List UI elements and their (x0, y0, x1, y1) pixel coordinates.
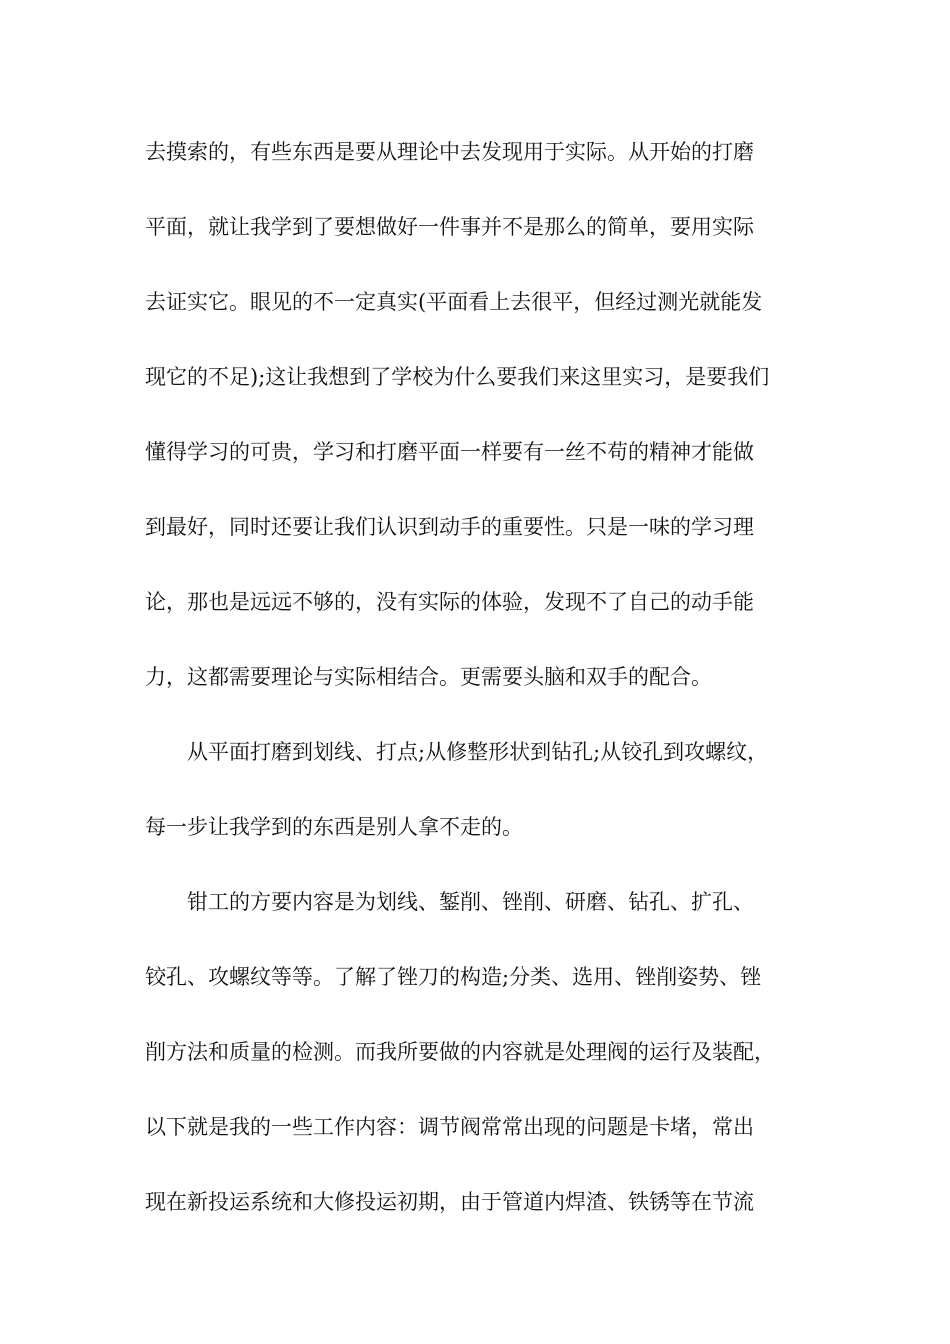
paragraph-first-line: 从平面打磨到划线、打点;从修整形状到钻孔;从铰孔到攻螺纹， (187, 740, 769, 764)
text-line: 力，这都需要理论与实际相结合。更需要头脑和双手的配合。 (145, 665, 712, 689)
text-line: 每一步让我学到的东西是别人拿不走的。 (145, 815, 523, 839)
paragraph-first-line: 钳工的方要内容是为划线、錾削、锉削、研磨、钻孔、扩孔、 (187, 890, 754, 914)
text-line: 削方法和质量的检测。而我所要做的内容就是处理阀的运行及装配， (145, 1040, 775, 1064)
text-line: 去摸索的，有些东西是要从理论中去发现用于实际。从开始的打磨 (145, 140, 754, 164)
text-line: 平面，就让我学到了要想做好一件事并不是那么的简单，要用实际 (145, 215, 754, 239)
text-line: 去证实它。眼见的不一定真实(平面看上去很平，但经过测光就能发 (145, 290, 763, 314)
body-text (145, 132, 835, 1257)
text-line: 懂得学习的可贵，学习和打磨平面一样要有一丝不苟的精神才能做 (145, 440, 754, 464)
text-line: 现它的不足);这让我想到了学校为什么要我们来这里实习，是要我们 (145, 365, 770, 389)
text-line: 到最好，同时还要让我们认识到动手的重要性。只是一味的学习理 (145, 515, 754, 539)
text-line: 以下就是我的一些工作内容：调节阀常常出现的问题是卡堵，常出 (145, 1115, 754, 1139)
text-line: 论，那也是远远不够的，没有实际的体验，发现不了自己的动手能 (145, 590, 754, 614)
text-line: 现在新投运系统和大修投运初期，由于管道内焊渣、铁锈等在节流 (145, 1190, 754, 1214)
text-line: 铰孔、攻螺纹等等。了解了锉刀的构造;分类、选用、锉削姿势、锉 (145, 965, 762, 989)
